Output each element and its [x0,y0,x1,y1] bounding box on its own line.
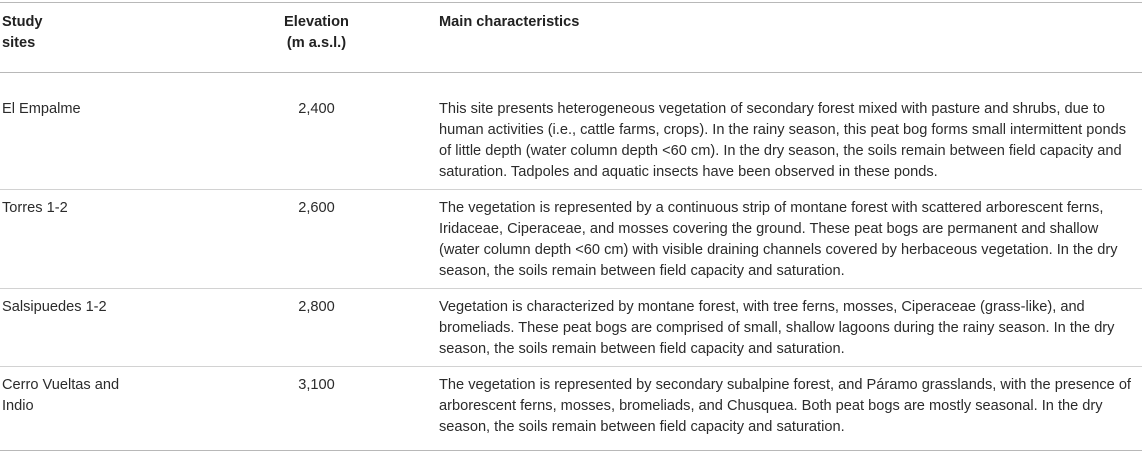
header-elevation-line1: Elevation [284,14,349,30]
study-sites-table [0,2,1142,451]
table-row [0,73,1142,190]
table-row [0,367,1142,451]
study-sites-table-container [0,2,1142,435]
header-study-sites-line2: sites [2,35,36,51]
header-study-sites-line1: Study [2,14,43,30]
cell-elevation: 2,600 [194,190,439,289]
table-row [0,190,1142,289]
table-body [0,73,1142,451]
header-main-characteristics: Main characteristics [439,3,1142,73]
cell-main-characteristics: This site presents heterogeneous vegetation of secondary forest mixed with pasture and shrubs, due to human activities (i.e., cattle farms, crops). In the rainy season, this peat bog forms small intermittent ponds of little depth (water column depth <60 cm). In the dry season, the soils remain between field capacity and saturation. Tadpoles and aquatic insects have been observed in these ponds. [439,73,1142,190]
table-header [0,3,1142,73]
cell-main-characteristics: The vegetation is represented by a continuous strip of montane forest with scattered arborescent ferns, Iridaceae, Ciperaceae, and mosses covering the ground. These peat bogs are permanent and shallow (water column depth <60 cm) with visible draining channels covered by herbaceous vegetation. In the dry season, the soils remain between field capacity and saturation. [439,190,1142,289]
header-elevation-line2: (m a.s.l.) [286,35,347,51]
cell-study-site: Cerro Vueltas and Indio [2,377,120,414]
table-row [0,289,1142,367]
header-row [0,3,1142,73]
cell-elevation: 2,400 [194,73,439,190]
header-elevation [194,3,439,73]
cell-study-site: El Empalme [0,73,194,190]
cell-elevation: 3,100 [298,377,335,393]
header-study-sites [0,3,194,73]
cell-main-characteristics: The vegetation is represented by secondary subalpine forest, and Páramo grasslands, with the presence of arborescent ferns, mosses, bromeliads, and Chusquea. Both peat bogs are mostly seasonal. In the dry season, the soils remain between field capacity and saturation. [439,377,1131,435]
cell-study-site: Salsipuedes 1-2 [0,289,194,367]
cell-study-site: Torres 1-2 [0,190,194,289]
cell-elevation: 2,800 [194,289,439,367]
cell-main-characteristics: Vegetation is characterized by montane forest, with tree ferns, mosses, Ciperaceae (grass-like), and bromeliads. These peat bogs are comprised of small, shallow lagoons during the rainy season. In the dry season, the soils remain between field capacity and saturation. [439,289,1142,367]
